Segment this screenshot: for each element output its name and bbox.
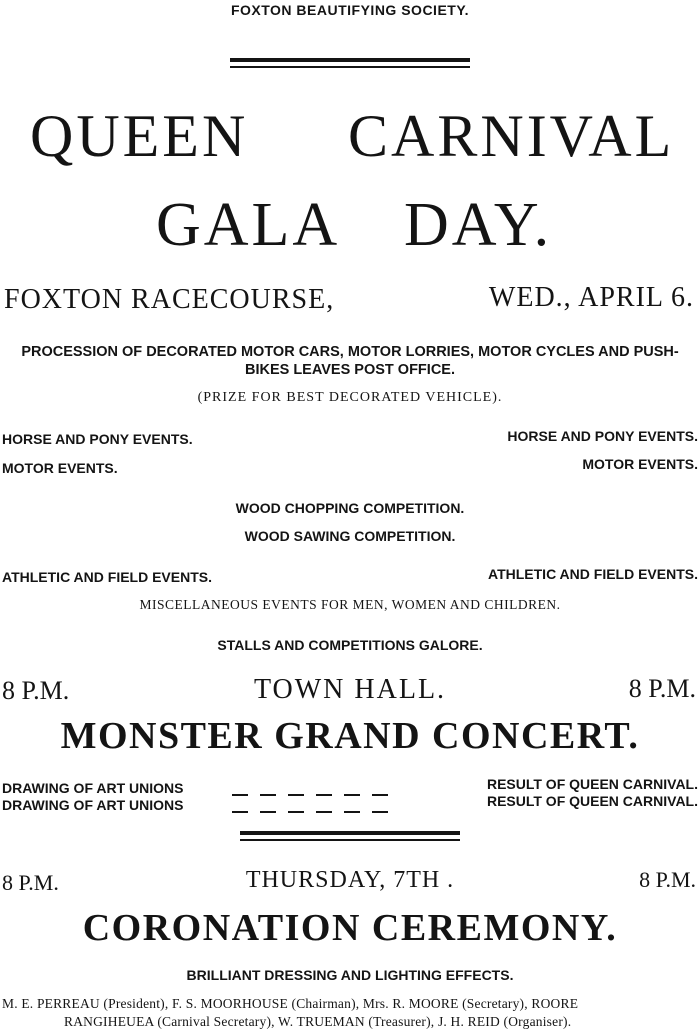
athletic-events-left: ATHLETIC AND FIELD EVENTS. xyxy=(2,569,212,585)
concert-time-left: 8 P.M. xyxy=(2,676,70,705)
concert-time-right: 8 P.M. xyxy=(628,674,696,703)
concert-rule-thick xyxy=(240,831,460,835)
dash-leader-2 xyxy=(226,803,394,821)
venue-place: FOXTON RACECOURSE, xyxy=(4,284,335,315)
horse-events-right: HORSE AND PONY EVENTS. xyxy=(507,428,698,444)
procession-prize: (PRIZE FOR BEST DECORATED VEHICLE). xyxy=(197,390,503,405)
officers-line1: M. E. PERREAU (President), F. S. MOORHOUSE (Chairman), Mrs. R. MOORE (Secretary), ROORE xyxy=(2,996,579,1011)
coronation-time-left: 8 P.M. xyxy=(2,870,59,895)
title-queen: QUEEN xyxy=(30,103,249,169)
society-header: FOXTON BEAUTIFYING SOCIETY. xyxy=(230,2,470,18)
motor-events-right: MOTOR EVENTS. xyxy=(582,456,698,472)
result-queen-carnival-2: RESULT OF QUEEN CARNIVAL. xyxy=(486,793,698,809)
drawing-art-unions-2: DRAWING OF ART UNIONS xyxy=(2,797,184,813)
lighting-effects: BRILLIANT DRESSING AND LIGHTING EFFECTS. xyxy=(186,967,514,983)
wood-chopping: WOOD CHOPPING COMPETITION. xyxy=(235,500,465,516)
procession-line2: BIKES LEAVES POST OFFICE. xyxy=(244,362,455,378)
header-rule-thin xyxy=(230,66,470,68)
result-queen-carnival-1: RESULT OF QUEEN CARNIVAL. xyxy=(486,776,698,792)
coronation-title: CORONATION CEREMONY. xyxy=(82,907,618,949)
motor-events-left: MOTOR EVENTS. xyxy=(2,460,118,476)
venue-date: WED., APRIL 6. xyxy=(488,282,694,313)
misc-events: MISCELLANEOUS EVENTS FOR MEN, WOMEN AND CHILDREN. xyxy=(139,597,561,612)
header-rule-thick xyxy=(230,58,470,62)
drawing-art-unions-1: DRAWING OF ART UNIONS xyxy=(2,780,184,796)
title-carnival: CARNIVAL xyxy=(348,103,675,169)
concert-rule-thin xyxy=(240,839,460,841)
officers-line2: RANGIHEUEA (Carnival Secretary), W. TRUEMAN (Treasurer), J. H. REID (Organiser). xyxy=(64,1014,572,1029)
horse-events-left: HORSE AND PONY EVENTS. xyxy=(2,431,193,447)
coronation-day: THURSDAY, 7TH . xyxy=(245,867,455,893)
title-gala: GALA xyxy=(156,191,341,259)
stalls-galore: STALLS AND COMPETITIONS GALORE. xyxy=(217,637,483,653)
coronation-time-right: 8 P.M. xyxy=(639,867,696,892)
title-day: DAY. xyxy=(404,191,553,259)
athletic-events-right: ATHLETIC AND FIELD EVENTS. xyxy=(488,566,698,582)
concert-title: MONSTER GRAND CONCERT. xyxy=(60,715,640,757)
concert-venue: TOWN HALL. xyxy=(253,674,447,705)
procession-line1: PROCESSION OF DECORATED MOTOR CARS, MOTOR LORRIES, MOTOR CYCLES AND PUSH- xyxy=(21,344,679,360)
wood-sawing: WOOD SAWING COMPETITION. xyxy=(244,528,456,544)
dash-leader-1 xyxy=(226,786,394,804)
